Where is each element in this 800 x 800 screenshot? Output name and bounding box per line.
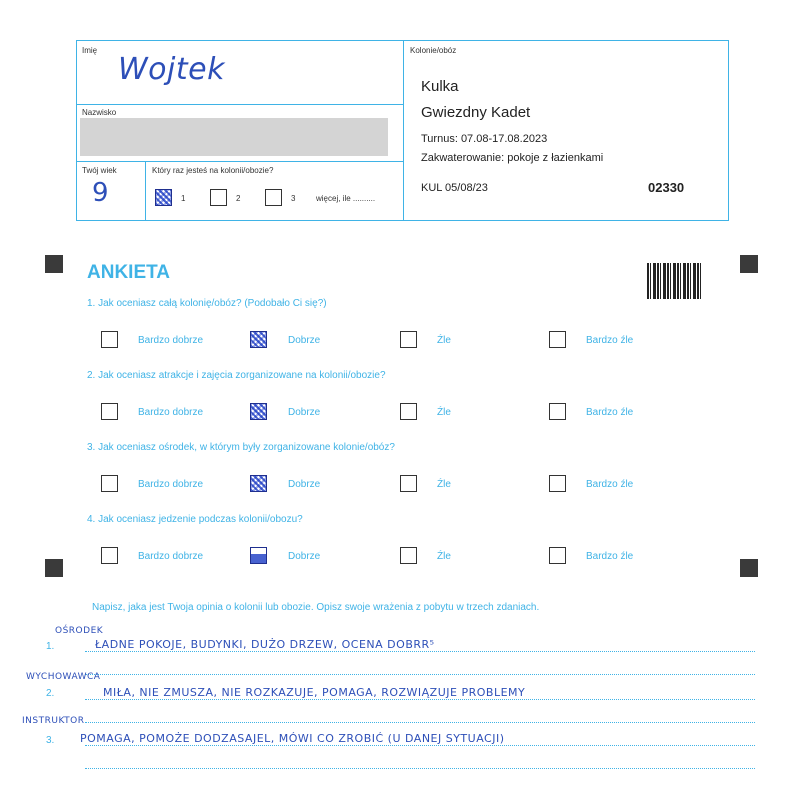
registration-marker-top-left (45, 255, 63, 273)
question-2: 2. Jak oceniasz atrakcje i zajęcia zorganizowane na kolonii/obozie? (87, 370, 386, 381)
q1-checkbox-zle[interactable] (400, 331, 417, 348)
ktory-option-1: 1 (181, 194, 186, 203)
header-divider-1 (76, 104, 403, 105)
ktory-label: Który raz jesteś na kolonii/obozie? (152, 166, 274, 175)
imie-handwritten: Wojtek (118, 52, 225, 87)
q2-label-bardzo-dobrze: Bardzo dobrze (138, 407, 204, 418)
q3-label-zle: Źle (437, 479, 451, 490)
opinion-prompt: Napisz, jaka jest Twoja opinia o kolonii lub obozie. Opisz swoje wrażenia z pobytu w trzech zdaniach. (92, 602, 540, 613)
question-3: 3. Jak oceniasz ośrodek, w którym były zorganizowane kolonie/obóz? (87, 442, 395, 453)
question-4: 4. Jak oceniasz jedzenie podczas kolonii/obozu? (87, 514, 303, 525)
q3-label-dobrze: Dobrze (288, 479, 321, 490)
q1-checkbox-bardzo-zle[interactable] (549, 331, 566, 348)
wiek-label: Twój wiek (82, 166, 117, 175)
answer-3-line-2 (85, 768, 755, 769)
q4-checkbox-zle[interactable] (400, 547, 417, 564)
q3-checkbox-zle[interactable] (400, 475, 417, 492)
camp-name-line1: Kulka (421, 78, 459, 95)
barcode (647, 263, 702, 299)
q3-label-bardzo-dobrze: Bardzo dobrze (138, 479, 204, 490)
q2-checkbox-dobrze[interactable] (250, 403, 267, 420)
code-right: 02330 (648, 180, 685, 195)
code-left: KUL 05/08/23 (421, 182, 488, 194)
turnus-text: Turnus: 07.08-17.08.2023 (421, 133, 548, 145)
answer-2-text: MIŁA, NIE ZMUSZA, NIE ROZKAZUJE, POMAGA, ROZWIĄZUJE PROBLEMY (103, 686, 526, 699)
zakwaterowanie-text: Zakwaterowanie: pokoje z łazienkami (421, 152, 604, 164)
answer-1-tag: OŚRODEK (55, 626, 104, 636)
nazwisko-label: Nazwisko (82, 108, 117, 117)
answer-2-line (85, 699, 755, 700)
q2-checkbox-bardzo-zle[interactable] (549, 403, 566, 420)
ktory-option-2: 2 (236, 194, 241, 203)
ktory-option-3: 3 (291, 194, 296, 203)
answer-2-number: 2. (46, 688, 55, 699)
answer-3-tag: INSTRUKTOR (22, 716, 85, 726)
q1-label-zle: Źle (437, 335, 451, 346)
header-divider-vertical (403, 40, 404, 220)
answer-1-line (85, 651, 755, 652)
q3-checkbox-bardzo-dobrze[interactable] (101, 475, 118, 492)
ktory-checkbox-3[interactable] (265, 189, 282, 206)
registration-marker-bottom-left (45, 559, 63, 577)
registration-marker-bottom-right (740, 559, 758, 577)
answer-1-text: ŁADNE POKOJE, BUDYNKI, DUŻO DRZEW, OCENA DOBRR⁵ (95, 638, 435, 651)
q2-checkbox-zle[interactable] (400, 403, 417, 420)
q4-checkbox-dobrze[interactable] (250, 547, 267, 564)
q1-label-bardzo-dobrze: Bardzo dobrze (138, 335, 204, 346)
q4-label-zle: Źle (437, 551, 451, 562)
answer-2-tag: WYCHOWAWCA (26, 672, 101, 682)
header-divider-age (145, 161, 146, 220)
q2-checkbox-bardzo-dobrze[interactable] (101, 403, 118, 420)
question-1: 1. Jak oceniasz całą kolonię/obóz? (Podobało Ci się?) (87, 298, 327, 309)
answer-1-number: 1. (46, 641, 55, 652)
answer-2-line-2 (85, 722, 755, 723)
ktory-checkbox-1[interactable] (155, 189, 172, 206)
answer-3-line (85, 745, 755, 746)
imie-label: Imię (82, 46, 98, 55)
q4-label-bardzo-zle: Bardzo źle (586, 551, 634, 562)
q4-checkbox-bardzo-zle[interactable] (549, 547, 566, 564)
registration-marker-top-right (740, 255, 758, 273)
q2-label-dobrze: Dobrze (288, 407, 321, 418)
q4-label-dobrze: Dobrze (288, 551, 321, 562)
kolonie-label: Kolonie/obóz (410, 46, 457, 55)
q1-checkbox-bardzo-dobrze[interactable] (101, 331, 118, 348)
q2-label-bardzo-zle: Bardzo źle (586, 407, 634, 418)
answer-1-line-2 (85, 674, 755, 675)
q3-checkbox-bardzo-zle[interactable] (549, 475, 566, 492)
header-divider-2 (76, 161, 403, 162)
q2-label-zle: Źle (437, 407, 451, 418)
answer-3-text: POMAGA, POMOŻE DODZASAJEL, MÓWI CO ZROBIĆ (U DANEJ SYTUACJI) (80, 732, 505, 745)
ktory-checkbox-2[interactable] (210, 189, 227, 206)
wiecej-label: więcej, ile .......... (316, 194, 376, 203)
answer-3-number: 3. (46, 735, 55, 746)
q4-checkbox-bardzo-dobrze[interactable] (101, 547, 118, 564)
camp-name-line2: Gwiezdny Kadet (421, 104, 531, 121)
nazwisko-redacted (80, 118, 388, 156)
wiek-handwritten: 9 (92, 178, 110, 208)
q1-label-bardzo-zle: Bardzo źle (586, 335, 634, 346)
survey-title: ANKIETA (87, 262, 171, 283)
q4-label-bardzo-dobrze: Bardzo dobrze (138, 551, 204, 562)
q1-checkbox-dobrze[interactable] (250, 331, 267, 348)
q1-label-dobrze: Dobrze (288, 335, 321, 346)
q3-label-bardzo-zle: Bardzo źle (586, 479, 634, 490)
q3-checkbox-dobrze[interactable] (250, 475, 267, 492)
